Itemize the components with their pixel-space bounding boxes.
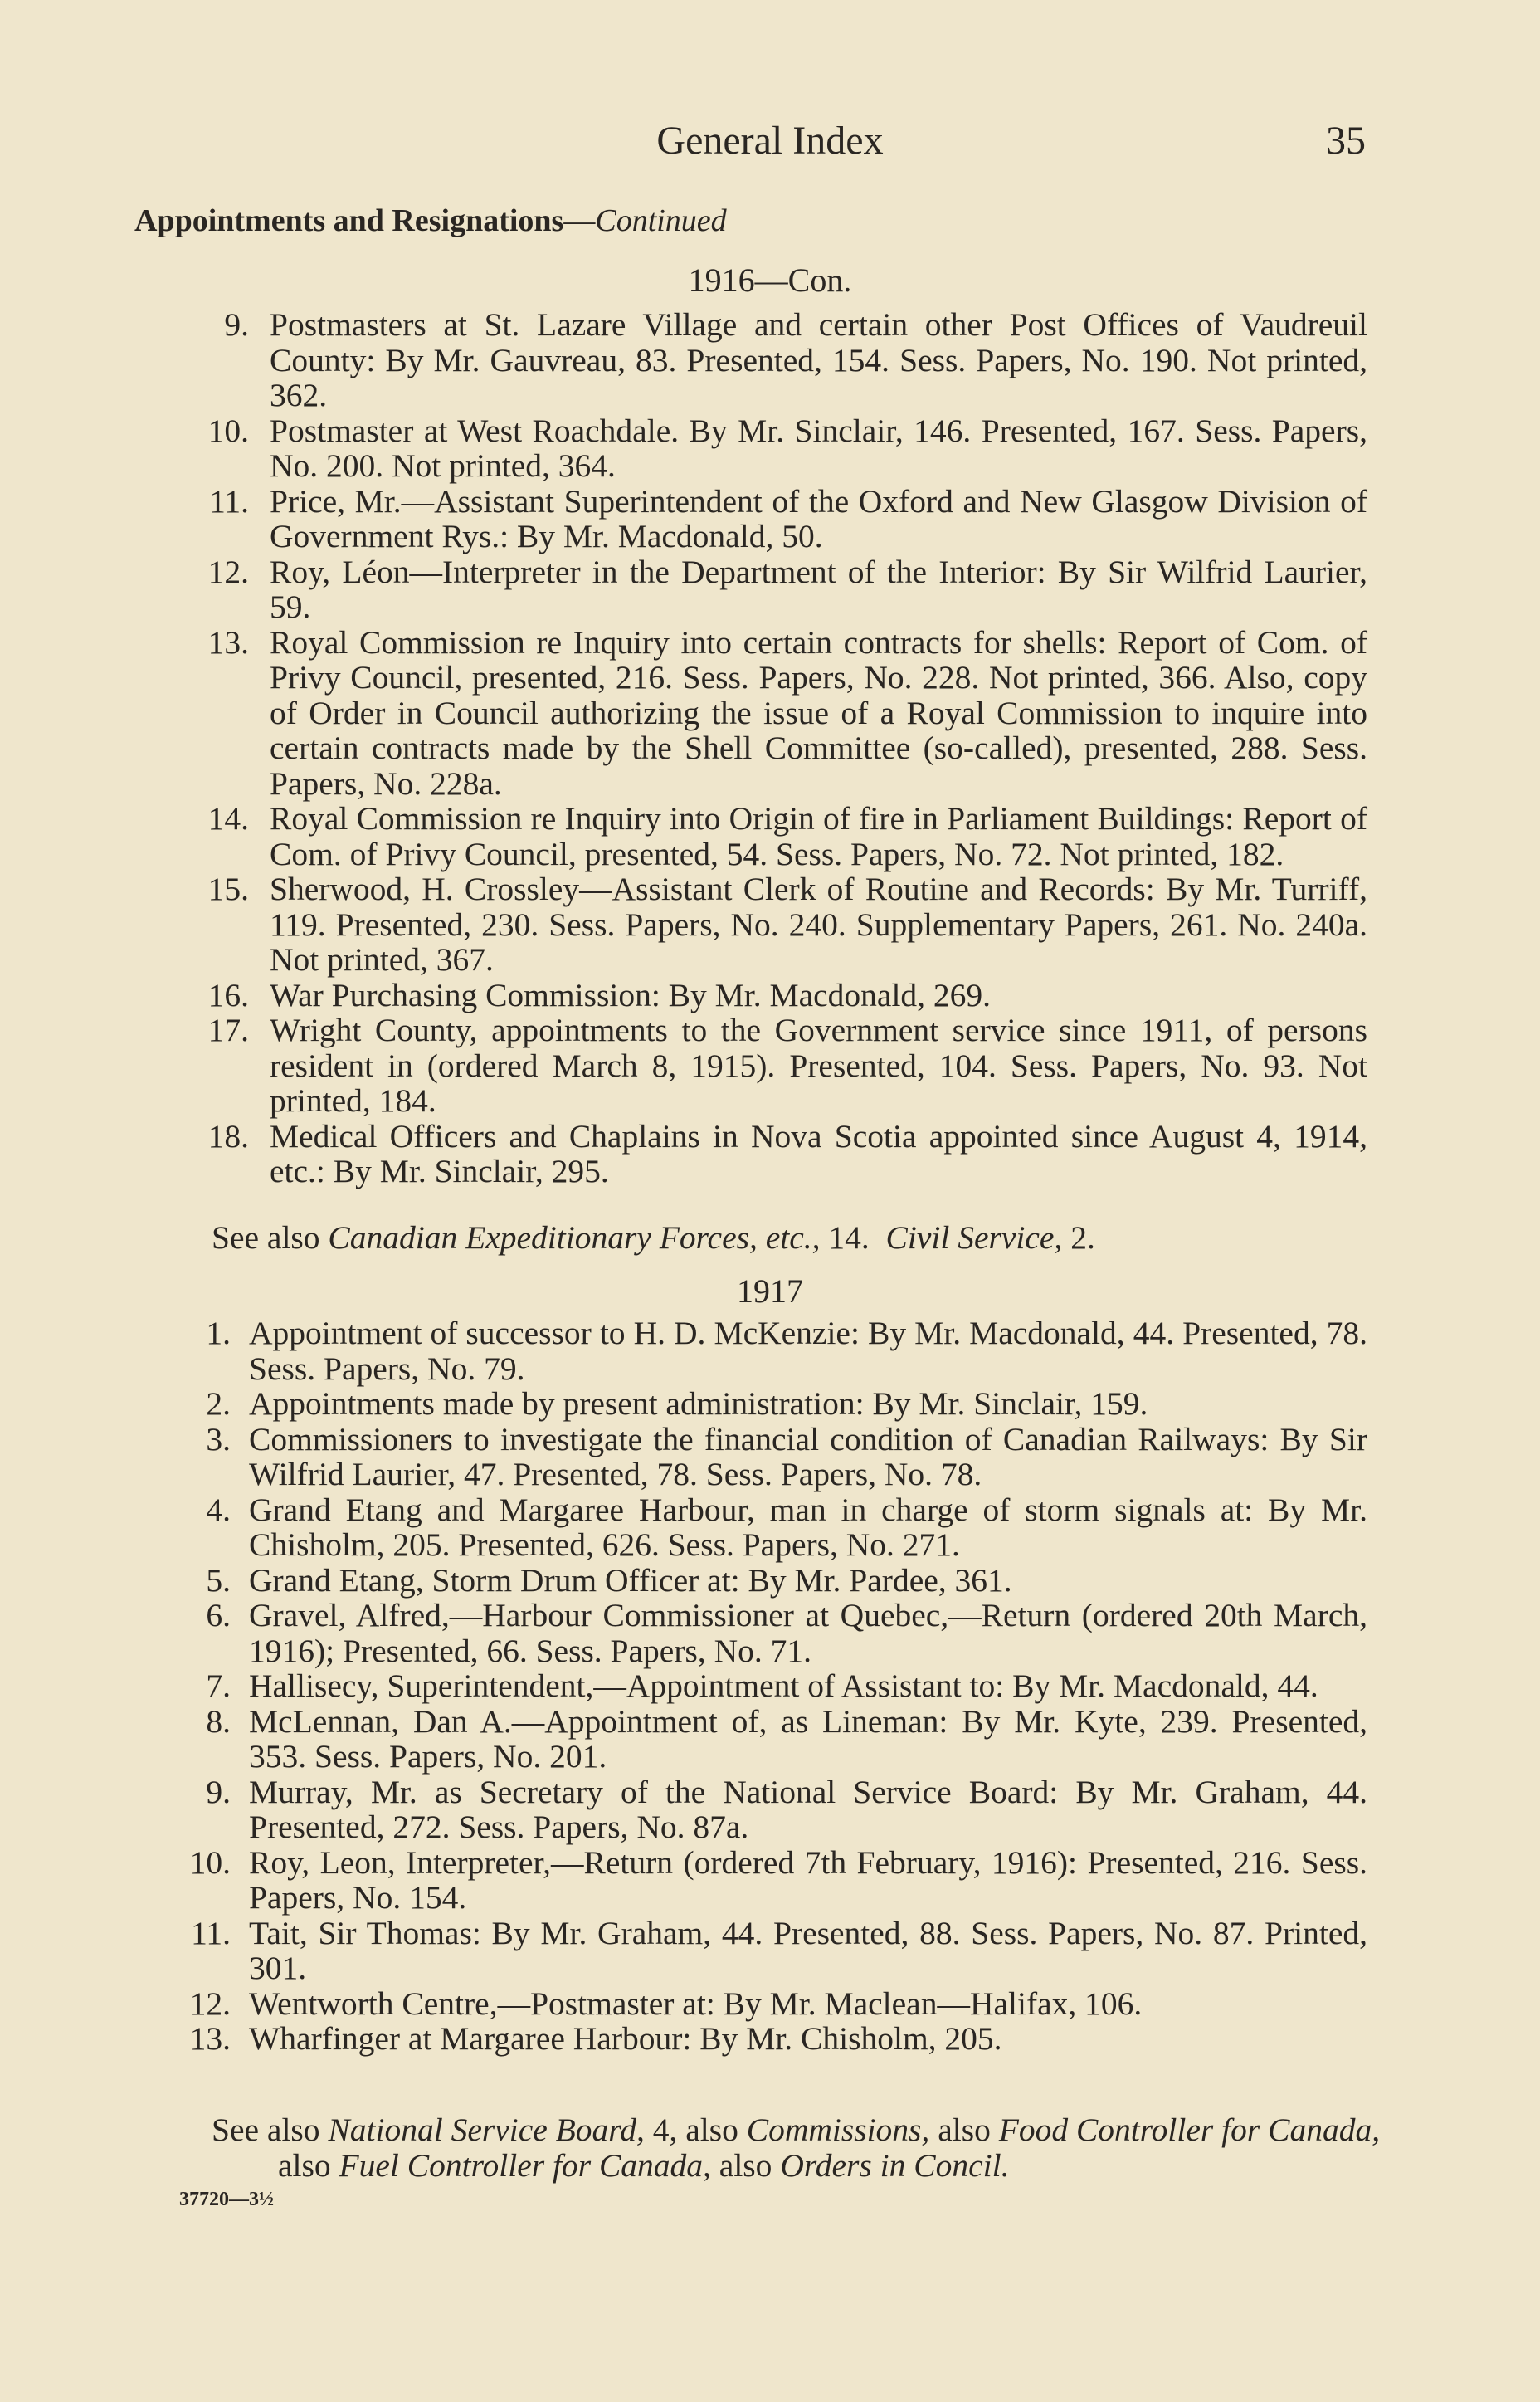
- see-also-number: 14.: [828, 1219, 870, 1256]
- entry-number: 18.: [207, 1117, 249, 1155]
- index-entry: [189, 1845, 1367, 1916]
- section-title: Appointments and Resignations: [134, 203, 564, 238]
- index-entry: [199, 554, 1367, 625]
- index-entry: [189, 1704, 1367, 1775]
- entry-text: Roy, Léon—Interpreter in the Department of the Interior: By Sir Wilfrid Laurier, 59.: [270, 553, 1367, 625]
- index-entry: [189, 1668, 1367, 1704]
- section-dash: —: [563, 203, 596, 238]
- index-entry: [199, 484, 1367, 554]
- index-entry: [199, 871, 1367, 978]
- index-entry: [189, 1775, 1367, 1845]
- entry-number: 12.: [207, 553, 249, 590]
- running-title: General Index: [656, 119, 884, 163]
- entry-text: Postmasters at St. Lazare Village and certain other Post Offices of Vaudreuil County: By Mr. Gauvreau, 83. Presented, 154. Sess. Papers, No. 190. Not printed, 362.: [270, 306, 1367, 413]
- entry-text: Wright County, appointments to the Government service since 1911, of persons resident in (ordered March 8, 1915). Presented, 104. Sess. Papers, No. 93. Not printed, 184.: [270, 1012, 1367, 1119]
- entry-number: 4.: [206, 1491, 231, 1528]
- page-number: 35: [1326, 119, 1366, 163]
- index-entry: [189, 1492, 1367, 1563]
- entry-number: 14.: [207, 800, 249, 837]
- entry-number: 8.: [206, 1702, 231, 1740]
- entry-text: Tait, Sir Thomas: By Mr. Graham, 44. Presented, 88. Sess. Papers, No. 87. Printed, 301.: [249, 1914, 1367, 1986]
- entry-number: 13.: [207, 623, 249, 661]
- see-also-reference: National Service Board,: [328, 2112, 645, 2148]
- index-entry: [189, 1916, 1367, 1986]
- entry-number: 1.: [206, 1315, 231, 1351]
- index-entry: [189, 2021, 1367, 2057]
- entry-number: 13.: [189, 2020, 231, 2057]
- entry-number: 12.: [189, 1985, 231, 2022]
- entry-number: 15.: [207, 871, 249, 907]
- year-heading-1916: 1916—Con.: [688, 261, 852, 299]
- entry-text: Commissioners to investigate the financial condition of Canadian Railways: By Sir Wilfrid Laurier, 47. Presented, 78. Sess. Papers, No. 78.: [249, 1420, 1367, 1492]
- index-entry: [189, 1986, 1367, 2022]
- entry-text: Roy, Leon, Interpreter,—Return (ordered 7th February, 1916): Presented, 216. Sess. Papers, No. 154.: [249, 1843, 1367, 1916]
- entry-text: Wentworth Centre,—Postmaster at: By Mr. Maclean—Halifax, 106.: [249, 1985, 1143, 2022]
- see-also-prefix: See also: [212, 2112, 320, 2148]
- see-also-reference: Orders in Concil.: [780, 2146, 1010, 2184]
- entry-number: 3.: [206, 1420, 231, 1457]
- index-entry: [199, 801, 1367, 871]
- index-entry: [189, 1316, 1367, 1386]
- entry-text: McLennan, Dan A.—Appointment of, as Lineman: By Mr. Kyte, 239. Presented, 353. Sess. Papers, No. 201.: [249, 1702, 1367, 1775]
- index-entry: [199, 1013, 1367, 1119]
- index-entry: [189, 1386, 1367, 1422]
- see-also-connector: also: [719, 2146, 772, 2184]
- entries-1916: [199, 307, 1367, 1189]
- entry-text: Appointment of successor to H. D. McKenzie: By Mr. Macdonald, 44. Presented, 78. Sess. Papers, No. 79.: [249, 1315, 1367, 1387]
- see-also-connector: also: [938, 2112, 991, 2148]
- entry-text: Wharfinger at Margaree Harbour: By Mr. Chisholm, 205.: [249, 2020, 1002, 2057]
- entries-1917: [189, 1316, 1367, 2057]
- entry-number: 9.: [206, 1773, 231, 1810]
- section-continued: Continued: [595, 203, 727, 238]
- entry-text: Grand Etang and Margaree Harbour, man in charge of storm signals at: By Mr. Chisholm, 205. Presented, 626. Sess. Papers, No. 271.: [249, 1491, 1367, 1563]
- printer-signature: 37720—3½: [179, 2189, 274, 2210]
- entry-text: Murray, Mr. as Secretary of the National Service Board: By Mr. Graham, 44. Presented, 272. Sess. Papers, No. 87a.: [249, 1773, 1367, 1845]
- index-entry: [189, 1563, 1367, 1599]
- entry-text: Price, Mr.—Assistant Superintendent of the Oxford and New Glasgow Division of Government Rys.: By Mr. Macdonald, 50.: [270, 482, 1367, 554]
- entry-number: 11.: [209, 482, 249, 520]
- index-entry: [199, 1119, 1367, 1189]
- see-also-1917: [212, 2112, 1440, 2183]
- index-entry: [199, 413, 1367, 484]
- entry-number: 9.: [224, 306, 249, 343]
- entry-number: 11.: [191, 1914, 231, 1951]
- see-also-prefix: See also: [212, 1219, 320, 1256]
- see-also-reference: Civil Service,: [885, 1219, 1063, 1256]
- index-entry: [189, 1422, 1367, 1492]
- entry-text: Sherwood, H. Crossley—Assistant Clerk of Routine and Records: By Mr. Turriff, 119. Presented, 230. Sess. Papers, No. 240. Supplementary Papers, 261. No. 240a. Not printed, 367.: [270, 871, 1367, 978]
- entry-text: Royal Commission re Inquiry into certain contracts for shells: Report of Com. of Privy Council, presented, 216. Sess. Papers, No. 228. Not printed, 366. Also, copy of Order in Council authorizing the issue of a Royal Commission to inquire into certain contracts made by the Shell Committee (so-called), presented, 288. Sess. Papers, No. 228a.: [270, 623, 1367, 802]
- index-entry: [189, 1598, 1367, 1668]
- entry-number: 2.: [206, 1385, 231, 1422]
- entry-text: Medical Officers and Chaplains in Nova Scotia appointed since August 4, 1914, etc.: By Mr. Sinclair, 295.: [270, 1117, 1367, 1189]
- see-also-reference: Canadian Expeditionary Forces, etc.,: [328, 1219, 821, 1256]
- see-also-reference: Food Controller for Canada,: [998, 2112, 1381, 2148]
- entry-text: Appointments made by present administration: By Mr. Sinclair, 159.: [249, 1385, 1148, 1422]
- entry-text: Grand Etang, Storm Drum Officer at: By Mr. Pardee, 361.: [249, 1561, 1012, 1599]
- index-entry: [199, 307, 1367, 413]
- index-entry: [199, 625, 1367, 802]
- section-heading: [134, 198, 727, 244]
- entry-number: 10.: [207, 412, 249, 449]
- see-also-number: 4, also: [652, 2112, 738, 2148]
- see-also-1916: [212, 1220, 1440, 1256]
- entry-text: Postmaster at West Roachdale. By Mr. Sinclair, 146. Presented, 167. Sess. Papers, No. 200. Not printed, 364.: [270, 412, 1367, 484]
- year-heading-1917: 1917: [737, 1272, 803, 1310]
- see-also-reference: Fuel Controller for Canada,: [339, 2146, 711, 2184]
- entry-text: War Purchasing Commission: By Mr. Macdonald, 269.: [270, 976, 992, 1013]
- entry-number: 16.: [207, 976, 249, 1013]
- entry-number: 10.: [189, 1843, 231, 1881]
- entry-text: Gravel, Alfred,—Harbour Commissioner at Quebec,—Return (ordered 20th March, 1916); Presented, 66. Sess. Papers, No. 71.: [249, 1597, 1367, 1669]
- index-entry: [199, 978, 1367, 1013]
- entry-number: 5.: [206, 1561, 231, 1599]
- entry-number: 7.: [206, 1667, 231, 1704]
- see-also-connector: also: [278, 2146, 331, 2184]
- see-also-reference: Commissions,: [746, 2112, 930, 2148]
- entry-number: 17.: [207, 1012, 249, 1048]
- see-also-number: 2.: [1070, 1219, 1095, 1256]
- entry-number: 6.: [206, 1597, 231, 1633]
- entry-text: Royal Commission re Inquiry into Origin of fire in Parliament Buildings: Report of Com. of Privy Council, presented, 54. Sess. Papers, No. 72. Not printed, 182.: [270, 800, 1367, 872]
- entry-text: Hallisecy, Superintendent,—Appointment of Assistant to: By Mr. Macdonald, 44.: [249, 1667, 1318, 1704]
